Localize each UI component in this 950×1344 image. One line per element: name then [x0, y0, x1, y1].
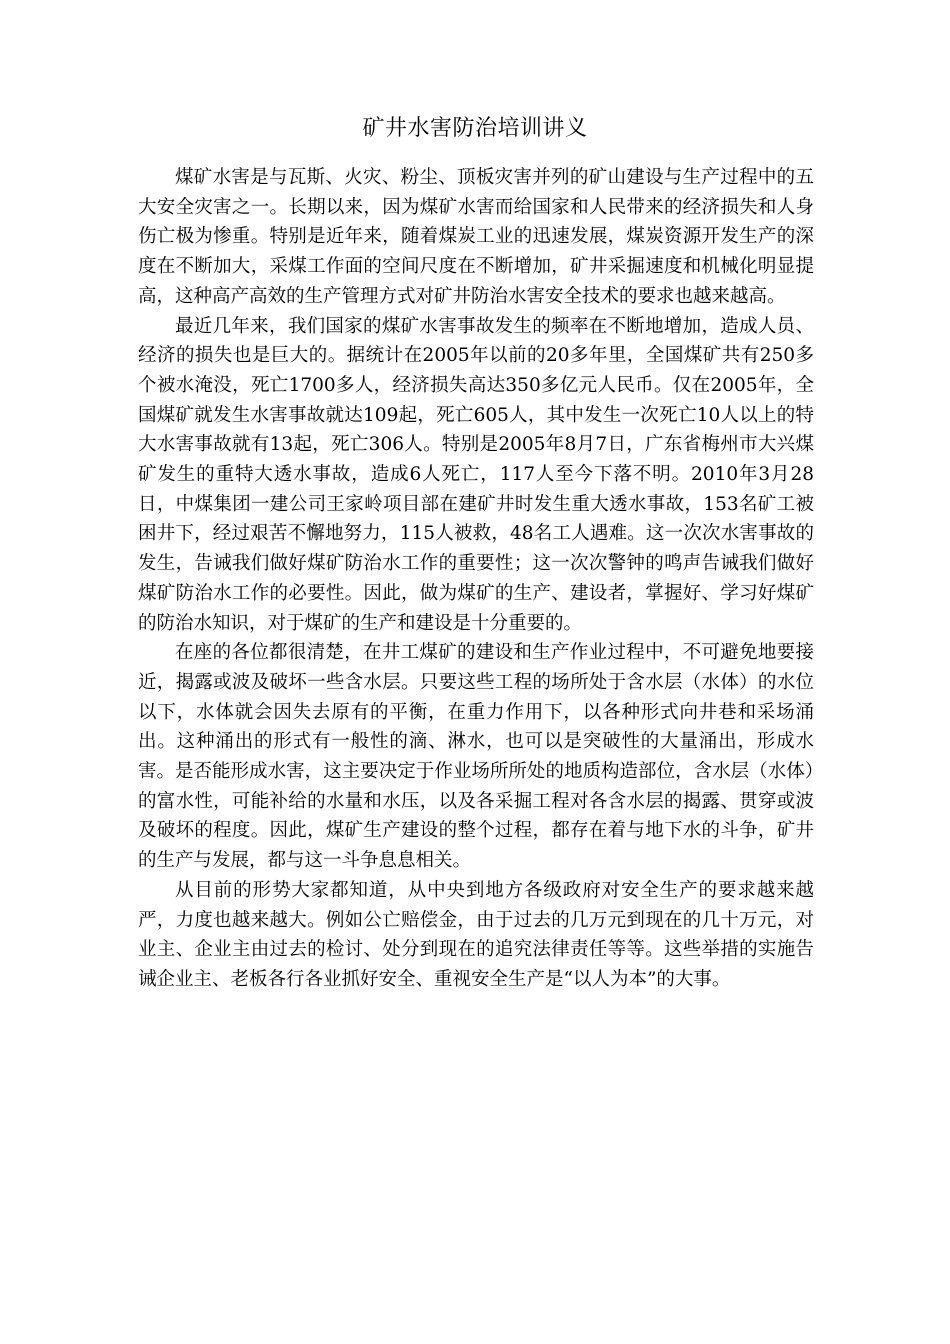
document-body	[138, 163, 814, 995]
paragraph: 煤矿水害是与瓦斯、火灾、粉尘、顶板灾害并列的矿山建设与生产过程中的五大安全灾害之一。长期以来，因为煤矿水害而给国家和人民带来的经济损失和人身伤亡极为惨重。特别是近年来，随着煤炭工业的迅速发展，煤炭资源开发生产的深度在不断加大，采煤工作面的空间尺度在不断增加，矿井采掘速度和机械化明显提高，这种高产高效的生产管理方式对矿井防治水害安全技术的要求也越来越高。	[138, 167, 814, 307]
document-title: 矿井水害防治培训讲义	[362, 116, 588, 141]
paragraph: 从目前的形势大家都知道，从中央到地方各级政府对安全生产的要求越来越严，力度也越来越大。例如公亡赔偿金，由于过去的几万元到现在的几十万元，对业主、企业主由过去的检讨、处分到现在的追究法律责任等等。这些举措的实施告诫企业主、老板各行各业抓好安全、重视安全生产是“以人为本”的大事。	[138, 879, 814, 990]
paragraph: 在座的各位都很清楚，在井工煤矿的建设和生产作业过程中，不可避免地要接近，揭露或波及破坏一些含水层。只要这些工程的场所处于含水层（水体）的水位以下，水体就会因失去原有的平衡，在重力作用下，以各种形式向井巷和采场涌出。这种涌出的形式有一般性的滴、淋水，也可以是突破性的大量涌出，形成水害。是否能形成水害，这主要决定于作业场所所处的地质构造部位，含水层（水体）的富水性，可能补给的水量和水压，以及各采掘工程对各含水层的揭露、贯穿或波及破坏的程度。因此，煤矿生产建设的整个过程，都存在着与地下水的斗争，矿井的生产与发展，都与这一斗争息息相关。	[138, 642, 814, 872]
paragraph: 最近几年来，我们国家的煤矿水害事故发生的频率在不断地增加，造成人员、经济的损失也是巨大的。据统计在2005年以前的20多年里，全国煤矿共有250多个被水淹没，死亡1700多人，经济损失高达350多亿元人民币。仅在2005年，全国煤矿就发生水害事故就达109起，死亡605人，其中发生一次死亡10人以上的特大水害事故就有13起，死亡306人。特别是2005年8月7日，广东省梅州市大兴煤矿发生的重特大透水事故，造成6人死亡，117人至今下落不明。2010年3月28日，中煤集团一建公司王家岭项目部在建矿井时发生重大透水事故，153名矿工被困井下，经过艰苦不懈地努力，115人被救，48名工人遇难。这一次次水害事故的发生，告诫我们做好煤矿防治水工作的重要性；这一次次警钟的鸣声告诫我们做好煤矿防治水工作的必要性。因此，做为煤矿的生产、建设者，掌握好、学习好煤矿的防治水知识，对于煤矿的生产和建设是十分重要的。	[138, 315, 814, 634]
